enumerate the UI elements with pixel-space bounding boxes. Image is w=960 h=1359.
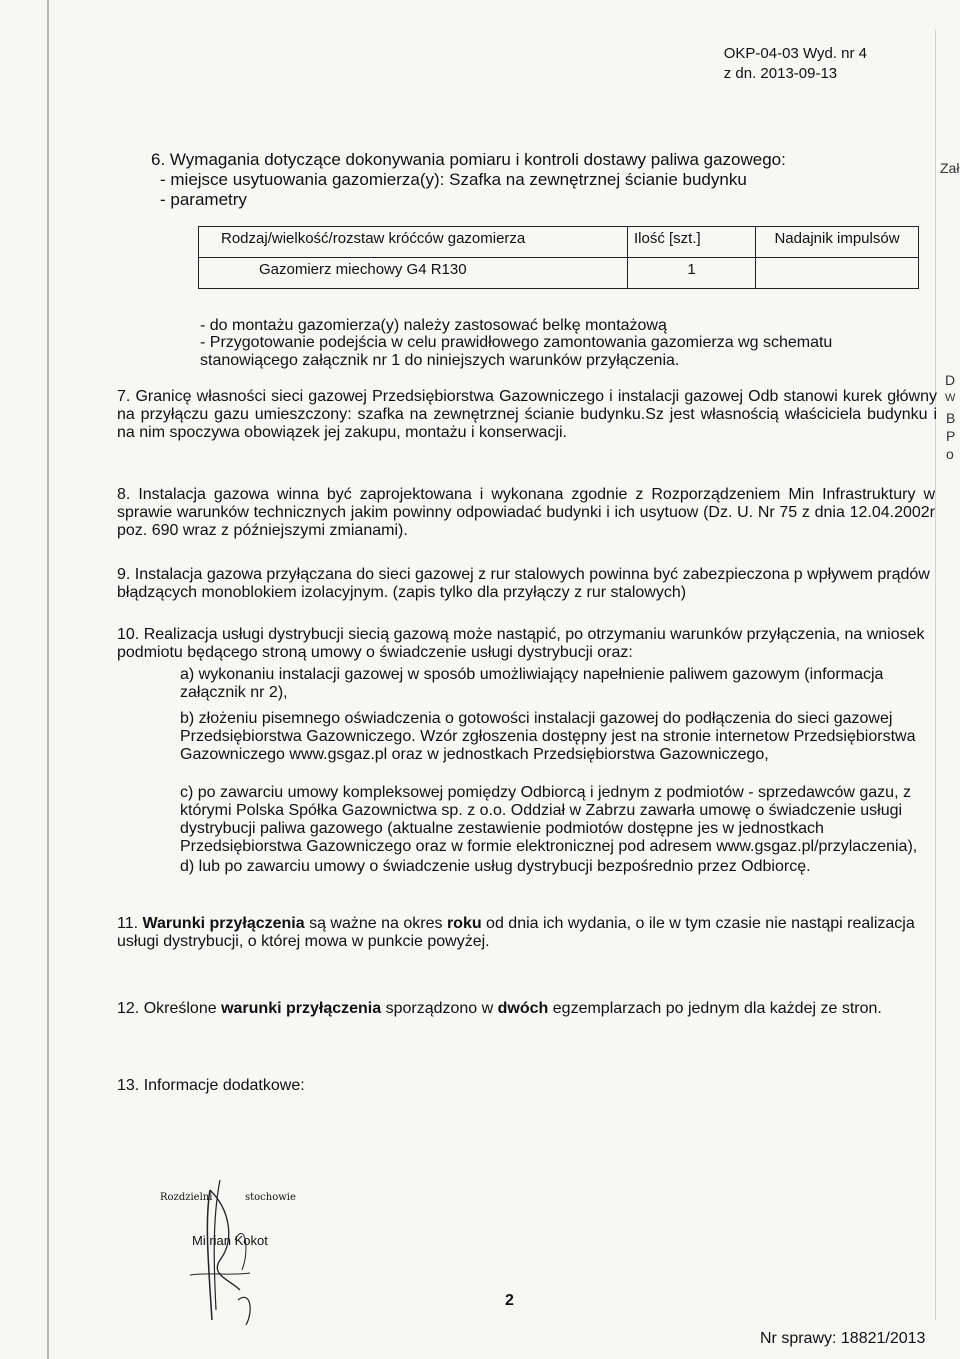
meter-table bbox=[198, 226, 919, 289]
stamp-line-2: stochowie bbox=[245, 1192, 296, 1203]
doc-date: z dn. 2013-09-13 bbox=[723, 65, 838, 82]
page-number: 2 bbox=[505, 1292, 514, 1309]
section-11: 11. Warunki przyłączenia są ważne na okres roku od dnia ich wydania, o ile w tym czasie nie nastąpi realizacja usługi dystrybucji, o której mowa w punkcie powyżej. bbox=[117, 915, 915, 950]
section-9: 9. Instalacja gazowa przyłączana do sieci gazowej z rur stalowych powinna być zabezpieczona p wpływem prądów błądzących monoblokiem izolacyjnym. (zapis tylko dla przyłączy z rur stalowych) bbox=[117, 566, 930, 601]
edge-letter: W bbox=[945, 392, 956, 404]
scan-edge-right bbox=[935, 30, 936, 1320]
section-10-c: c) po zawarciu umowy kompleksowej pomiędzy Odbiorcą i jednym z podmiotów - sprzedawców gazu, z którymi Polska Spółka Gazownictwa sp. z o.o. Oddział w Zabrzu zawarła umowę o świadczenie usługi dystrybucji paliwa gazowego (aktualne zestawienie podmiotów dostępne jes w jednostkach Przedsiębiorstwa Gazowniczego oraz w formie elektronicznej pod adresem www.gsgaz.pl/przylaczenia), bbox=[180, 784, 918, 855]
stamp-name: Mi rian Kokot bbox=[192, 1233, 268, 1248]
section-10-d: d) lub po zawarciu umowy o świadczenie usług dystrybucji bezpośrednio przez Odbiorcę. bbox=[180, 858, 811, 875]
scan-edge-left bbox=[47, 0, 49, 1359]
section-12-bold-2: dwóch bbox=[497, 1000, 549, 1017]
stamp-line-1: Rozdzielni bbox=[160, 1192, 213, 1203]
section-6-location: - miejsce usytuowania gazomierza(y): Szafka na zewnętrznej ścianie budynku bbox=[160, 170, 747, 189]
case-number: Nr sprawy: 18821/2013 bbox=[760, 1330, 926, 1347]
section-10-b: b) złożeniu pisemnego oświadczenia o gotowości instalacji gazowej do podłączenia do sieci gazowej Przedsiębiorstwa Gazowniczego. Wzór zgłoszenia dostępny jest na stronie internetow Przedsiębiorstwa Gazowniczego www.gsgaz.pl oraz w jednostkach Przedsiębiorstwa Gazowniczego, bbox=[180, 710, 916, 763]
section-6-preparation: - Przygotowanie podejścia w celu prawidłowego zamontowania gazomierza wg schematu stanowiącego załącznik nr 1 do niniejszych warunków przyłączenia. bbox=[200, 334, 833, 369]
section-13: 13. Informacje dodatkowe: bbox=[117, 1077, 305, 1094]
section-6-mounting: - do montażu gazomierza(y) należy zastosować belkę montażową bbox=[200, 317, 667, 334]
section-12-bold-1: warunki przyłączenia bbox=[221, 1000, 382, 1017]
section-10-intro: 10. Realizacja usługi dystrybucji siecią gazową może nastąpić, po otrzymaniu warunków przyłączenia, na wniosek podmiotu będącego stroną umowy o świadczenie usługi dystrybucji oraz: bbox=[117, 626, 925, 661]
col-pulse-header: Nadajnik impulsów bbox=[756, 227, 919, 258]
section-6-title: 6. Wymagania dotyczące dokonywania pomiaru i kontroli dostawy paliwa gazowego: bbox=[151, 150, 786, 169]
section-11-bold-2: roku bbox=[446, 915, 482, 932]
edge-letter: B bbox=[946, 410, 956, 426]
meter-type: Gazomierz miechowy G4 R130 bbox=[199, 258, 628, 289]
section-8: 8. Instalacja gazowa winna być zaprojektowana i wykonana zgodnie z Rozporządzeniem Min Infrastruktury w sprawie warunków technicznych jakim powinny odpowiadać budynki i ich usytuow (Dz. U. Nr 75 z dnia 12.04.2002r poz. 690 wraz z późniejszymi zmianami). bbox=[117, 486, 935, 539]
meter-table-header bbox=[199, 227, 919, 258]
edge-letter: P bbox=[946, 428, 956, 444]
section-6-parameters: - parametry bbox=[160, 190, 247, 209]
signature-stamp bbox=[150, 1180, 330, 1330]
section-12: 12. Określone warunki przyłączenia sporządzono w dwóch egzemplarzach po jednym dla każdej ze stron. bbox=[117, 1000, 882, 1017]
edge-letter: o bbox=[946, 446, 954, 462]
section-7: 7. Granicę własności sieci gazowej Przedsiębiorstwa Gazowniczego i instalacji gazowej Odb stanowi kurek główny na przyłączu gazu umieszczony: szafka na zewnętrznej ścianie budynku.Sz jest własnością właściciela budynku i na nim spoczywa obowiązek jej zakupu, montażu i konserwacji. bbox=[117, 388, 937, 441]
col-qty-header: Ilość [szt.] bbox=[628, 227, 756, 258]
doc-code: OKP-04-03 Wyd. nr 4 bbox=[723, 45, 867, 62]
table-row bbox=[199, 258, 919, 289]
edge-letter: D bbox=[945, 372, 956, 388]
meter-pulse bbox=[756, 258, 919, 289]
document-header bbox=[724, 44, 867, 84]
section-11-bold-1: Warunki przyłączenia bbox=[142, 915, 305, 932]
col-type-header: Rodzaj/wielkość/rozstaw króćców gazomierza bbox=[199, 227, 628, 258]
edge-letter: Zał bbox=[940, 160, 960, 176]
section-10-a: a) wykonaniu instalacji gazowej w sposób umożliwiający napełnienie paliwem gazowym (informacja załącznik nr 2), bbox=[180, 666, 884, 701]
meter-qty: 1 bbox=[628, 258, 756, 289]
